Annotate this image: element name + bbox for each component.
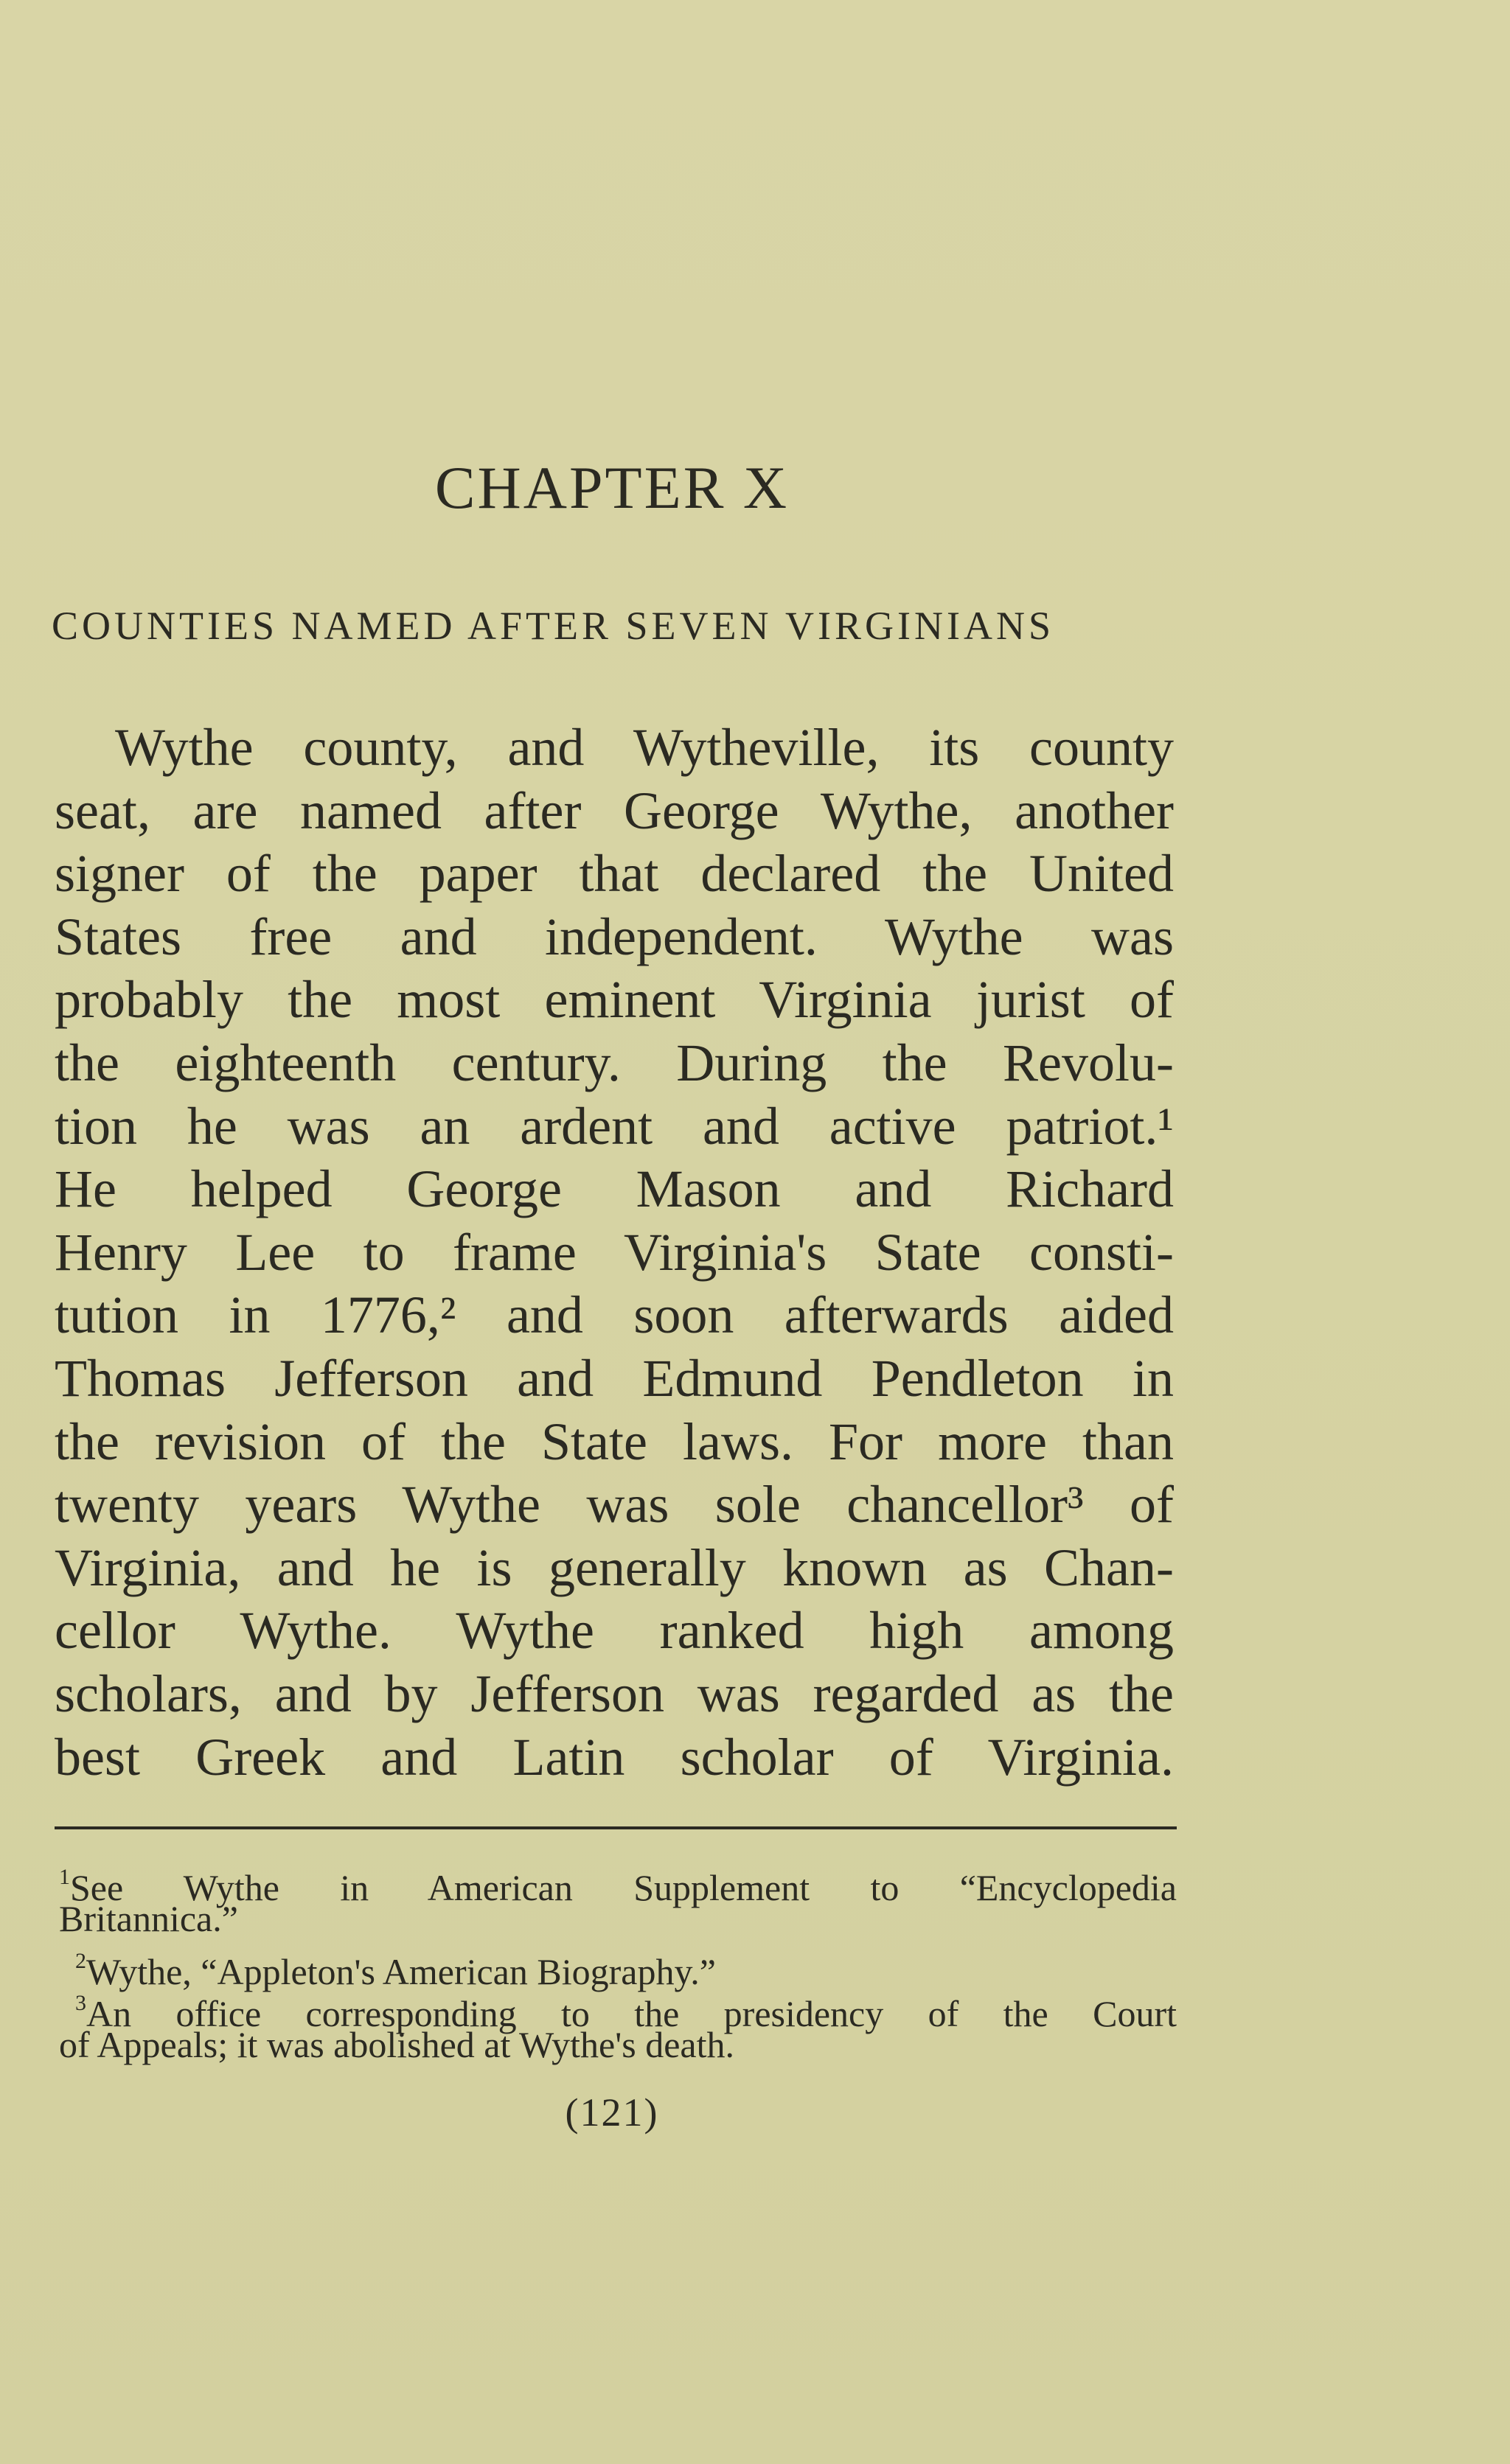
body-line: Wythe county, and Wytheville, its county [115,718,1174,777]
body-line: best Greek and Latin scholar of Virginia. [55,1727,1174,1787]
page-number: (121) [565,2090,659,2135]
body-line: States free and independent. Wythe was [55,907,1174,966]
footnote-text: See Wythe in American Supplement to “Encyclopedia [70,1867,1177,1908]
body-line: scholars, and by Jefferson was regarded as the [55,1664,1174,1723]
body-line: tution in 1776,² and soon afterwards aided [55,1285,1174,1345]
footnote-marker: 1 [59,1865,70,1889]
body-paragraph [55,716,1174,1789]
body-line: the eighteenth century. During the Revolu- [55,1033,1174,1092]
body-line: seat, are named after George Wythe, another [55,781,1174,840]
chapter-title: CHAPTER X [434,454,790,521]
section-heading: COUNTIES NAMED AFTER SEVEN VIRGINIANS [52,604,1055,648]
footnote-divider [55,1826,1177,1829]
body-line: Thomas Jefferson and Edmund Pendleton in [55,1348,1174,1408]
footnote-2 [59,1940,1177,1992]
body-line: Henry Lee to frame Virginia's State consti- [55,1222,1174,1282]
body-line: twenty years Wythe was sole chancellor³ of [55,1475,1174,1535]
body-line: Virginia, and he is generally known as Chan- [55,1538,1174,1597]
body-line: He helped George Mason and Richard [55,1159,1174,1219]
footnote-marker: 3 [75,1991,86,2015]
footnote-3 [59,1982,1177,2034]
footnote-text: Wythe, “Appleton's American Biography.” [86,1951,716,1992]
body-line: the revision of the State laws. For more than [55,1411,1174,1471]
body-line: cellor Wythe. Wythe ranked high among [55,1601,1174,1661]
body-line: probably the most eminent Virginia jurist of [55,970,1174,1030]
body-line: tion he was an ardent and active patriot.¹ [55,1096,1174,1156]
footnote-3-continued: of Appeals; it was abolished at Wythe's death. [59,2024,734,2065]
footnote-1-continued: Britannica.” [59,1898,238,1939]
footnote-text: An office corresponding to the presidency of the Court [86,1993,1177,2034]
footnote-marker: 2 [75,1949,86,1973]
footnote-1 [59,1856,1177,1908]
body-line: signer of the paper that declared the United [55,844,1174,904]
footnotes [59,1856,1177,2066]
